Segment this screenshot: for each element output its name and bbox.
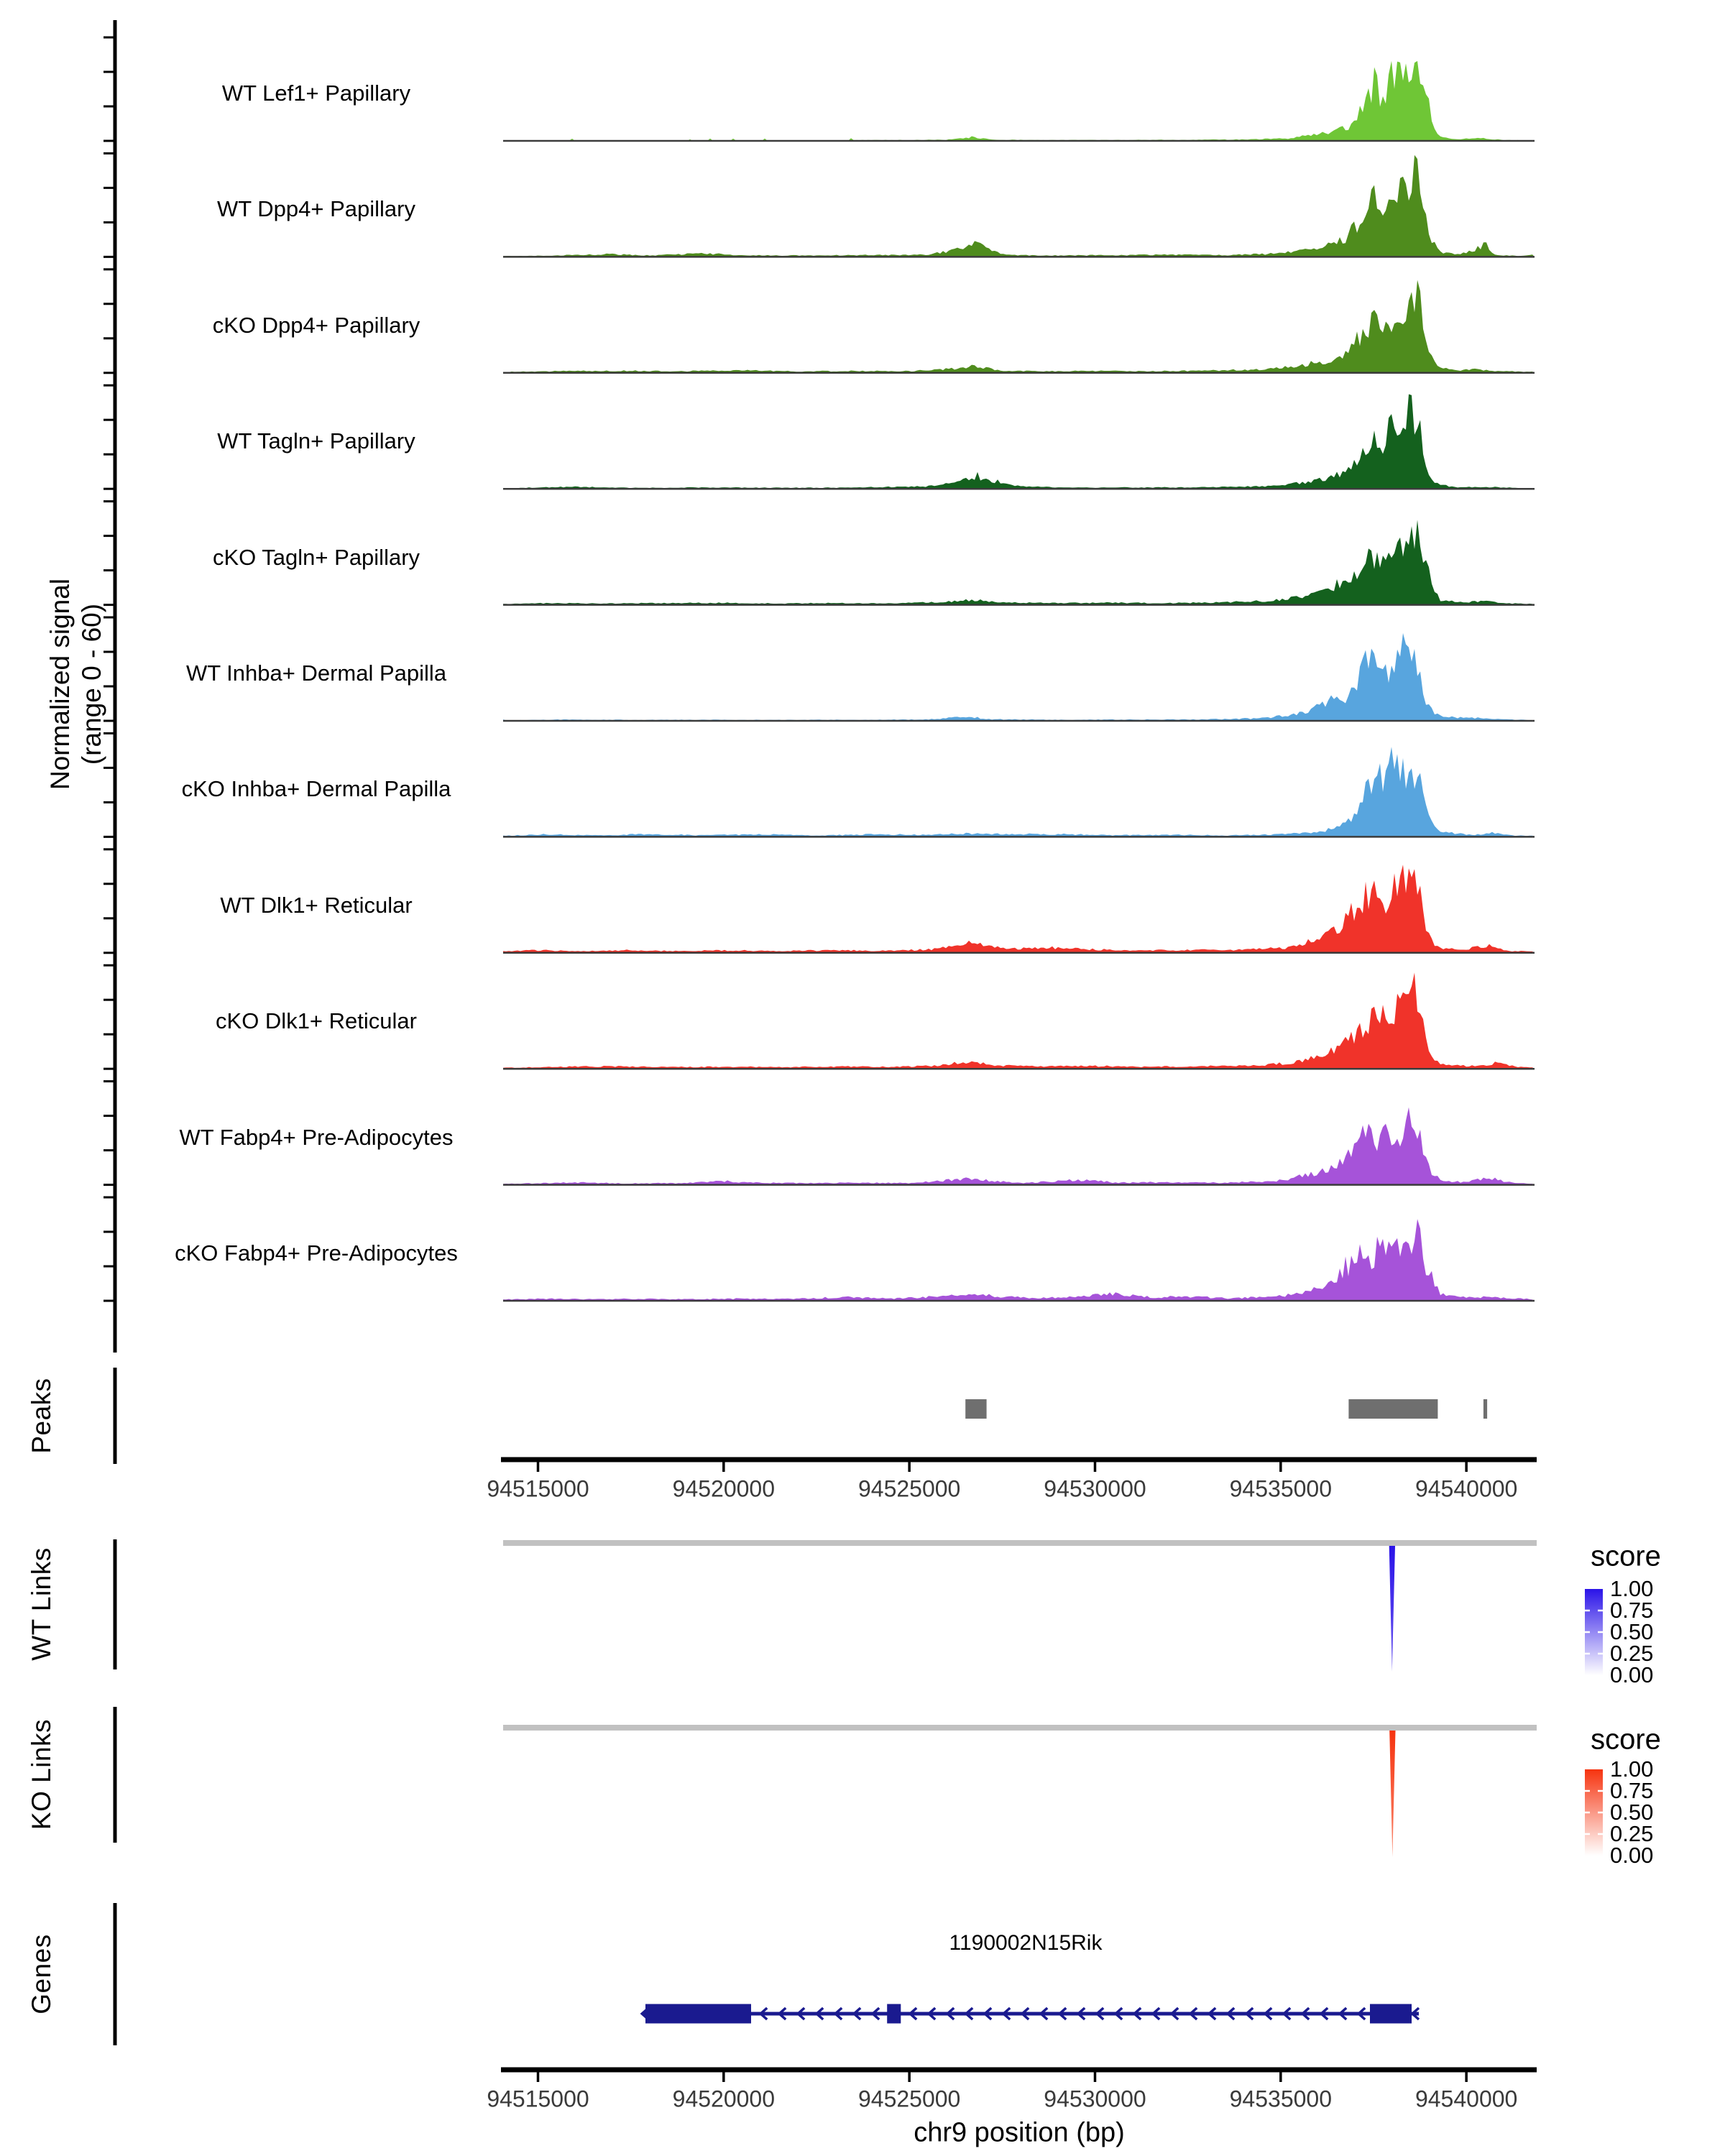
wt-links-track-label: WT Links: [27, 1547, 56, 1661]
score-legend-tick: 0.25: [1610, 1821, 1654, 1846]
x-tick-label: 94540000: [1414, 1475, 1518, 1502]
track-label: WT Lef1+ Papillary: [221, 80, 411, 106]
track-label: WT Inhba+ Dermal Papilla: [185, 660, 447, 686]
track-label: cKO Inhba+ Dermal Papilla: [181, 776, 451, 802]
track-label: cKO Fabp4+ Pre-Adipocytes: [175, 1240, 458, 1266]
track-label: cKO Dpp4+ Papillary: [212, 312, 420, 338]
score-legend-tick: 0.00: [1610, 1662, 1654, 1687]
x-tick-label: 94530000: [1044, 1475, 1146, 1502]
score-legend-tick: 0.50: [1610, 1619, 1654, 1644]
score-legend-tick: 0.75: [1610, 1778, 1654, 1803]
peaks-track-label: Peaks: [27, 1378, 56, 1454]
x-tick-label: 94520000: [672, 1475, 776, 1502]
track-label: WT Tagln+ Papillary: [217, 428, 415, 454]
score-legend-tick: 0.50: [1610, 1800, 1654, 1825]
track-label: WT Dlk1+ Reticular: [220, 892, 413, 918]
track-label: cKO Dlk1+ Reticular: [216, 1008, 417, 1034]
ko-score-legend-title: score: [1591, 1723, 1661, 1756]
x-tick-label: 94525000: [857, 2086, 961, 2112]
track-label: cKO Tagln+ Papillary: [212, 544, 420, 570]
x-tick-label: 94535000: [1229, 2086, 1332, 2112]
x-axis-title: chr9 position (bp): [914, 2117, 1125, 2148]
score-legend-tick: 1.00: [1610, 1756, 1654, 1782]
x-tick-label: 94520000: [672, 2086, 776, 2112]
ko-links-track-label: KO Links: [27, 1718, 56, 1830]
y-axis-title-line1: Normalized signal: [45, 578, 75, 791]
track-label: WT Fabp4+ Pre-Adipocytes: [179, 1124, 454, 1150]
x-tick-label: 94535000: [1229, 1475, 1332, 1502]
genes-track-label: Genes: [27, 1934, 56, 2014]
wt-score-legend-title: score: [1591, 1540, 1661, 1572]
x-tick-label: 94515000: [487, 2086, 589, 2112]
x-tick-label: 94540000: [1414, 2086, 1518, 2112]
x-tick-label: 94525000: [857, 1475, 961, 1502]
x-tick-label: 94530000: [1044, 2086, 1146, 2112]
track-label: WT Dpp4+ Papillary: [217, 196, 415, 222]
score-legend-tick: 0.00: [1610, 1843, 1654, 1868]
y-axis-title-line2: (range 0 - 60): [77, 603, 106, 765]
x-tick-label: 94515000: [487, 1475, 589, 1502]
score-legend-tick: 1.00: [1610, 1576, 1654, 1601]
score-legend-tick: 0.25: [1610, 1641, 1654, 1666]
score-legend-tick: 0.75: [1610, 1598, 1654, 1623]
gene-name-label: 1190002N15Rik: [949, 1931, 1103, 1955]
